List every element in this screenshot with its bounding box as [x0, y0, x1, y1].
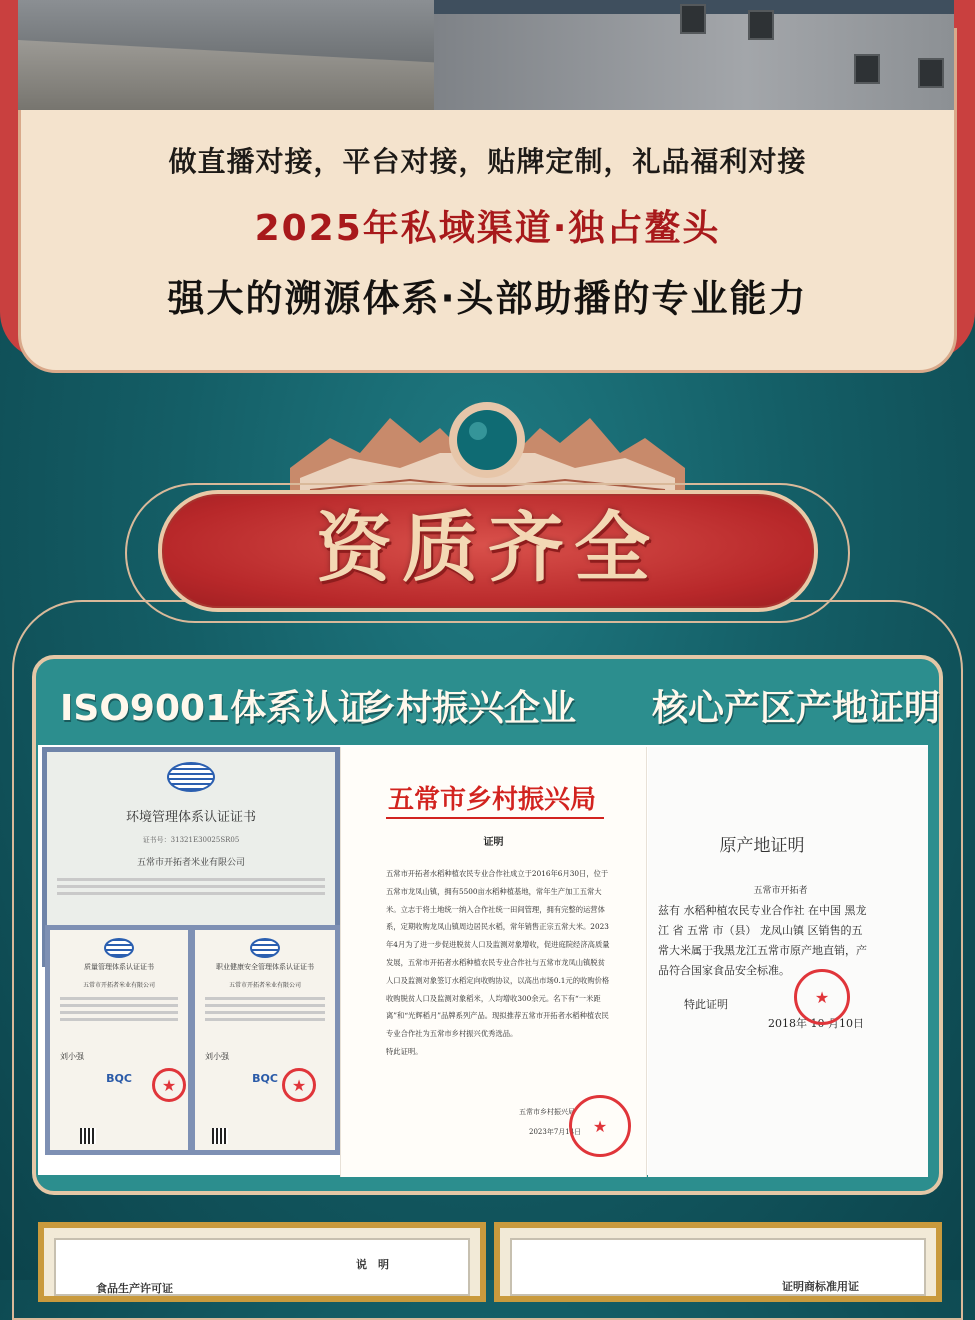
- food-license-title: 食品生产许可证: [96, 1282, 173, 1295]
- iso-env-reg: 证书号：31321E30025SR05: [142, 836, 240, 844]
- red-seal-icon: ★: [794, 969, 850, 1025]
- red-seal-icon: ★: [152, 1068, 186, 1102]
- bqc-logo-text: BQC: [252, 1072, 278, 1085]
- origin-closing: 特此证明: [684, 998, 728, 1011]
- origin-date: 2018年 10 月10日: [768, 1017, 864, 1030]
- iso-health-title: 职业健康安全管理体系认证证书: [216, 963, 314, 971]
- trademark-title: 证明商标准用证: [782, 1280, 859, 1293]
- origin-certificate: [648, 747, 928, 1177]
- village-closing: 特此证明。: [386, 1046, 423, 1056]
- warehouse-window: [748, 10, 774, 40]
- iso-health-company: 五常市开拓者米业有限公司: [228, 982, 301, 989]
- category-iso: ISO9001体系认证: [60, 688, 375, 729]
- village-doc-body: [386, 865, 611, 1061]
- iso-signature: 刘小强: [60, 1052, 84, 1061]
- food-license-note: 说 明: [356, 1258, 389, 1271]
- bqc-logo-icon: [167, 762, 215, 792]
- warehouse-window: [680, 4, 706, 34]
- bqc-logo-icon: [104, 938, 134, 958]
- village-bureau-header: 五常市乡村振兴局: [388, 785, 597, 815]
- iso-quality-company: 五常市开拓者米业有限公司: [82, 982, 155, 989]
- headline-black: 强大的溯源体系·头部助播的专业能力: [167, 277, 808, 320]
- red-seal-icon: ★: [282, 1068, 316, 1102]
- origin-company-line: 五常市开拓者: [753, 886, 808, 896]
- warehouse-photo: [18, 0, 954, 110]
- iso-signature: 刘小强: [205, 1052, 229, 1061]
- section-title: 资质齐全: [316, 503, 660, 592]
- food-license-frame: [38, 1222, 486, 1302]
- village-doc-subtitle: 证明: [483, 837, 504, 848]
- village-body-text: 五常市开拓者水稻种植农民专业合作社成立于2016年6月30日，位于五常市龙凤山镇，拥有5500亩水稻种植基地，常年生产加工五常大米。立志于将土地统一纳入合作社统一田间管理，拥有完整的运营体系，定期收购龙凤山镇周边居民水稻，常年销售正宗五常大米。2023年4月为了进一步促进脱贫人口及监测对象增收，促进庭院经济高质量发展，五常市开拓者水稻种植农民专业合作社与五常市龙凤山镇脱贫人口及监测对象签订水稻定向收购协议，以高出市场0.1元的收购价格收购脱贫人口及监测对象稻米，人均增收300余元。名下有“一米距离”和“光辉稻月”品牌系列产品。现拟推荐五常市开拓者水稻种植农民专业合作社为五常市乡村振兴优秀选品。: [386, 869, 610, 1039]
- iso-health-certificate: [190, 925, 340, 1155]
- origin-body-text: 兹有 水稻种植农民专业合作社 在中国 黑龙江 省 五常 市（县） 龙凤山镇 区销售的五常大米属于我黑龙江五常市原产地直销，产品符合国家食品安全标准。: [658, 904, 867, 977]
- village-revitalization-certificate: [340, 747, 647, 1177]
- headline-red: 2025年私域渠道·独占鳌头: [254, 208, 721, 249]
- header-rule: [386, 817, 604, 819]
- iso-quality-title: 质量管理体系认证证书: [84, 963, 154, 971]
- service-line: 做直播对接，平台对接，贴牌定制，礼品福利对接: [168, 145, 807, 178]
- iso-quality-certificate: [45, 925, 193, 1155]
- trademark-frame: [494, 1222, 942, 1302]
- warehouse-window: [854, 54, 880, 84]
- category-origin: 核心产区产地证明: [652, 688, 941, 729]
- iso-env-title: 环境管理体系认证证书: [125, 810, 256, 825]
- bqc-logo-text: BQC: [106, 1072, 132, 1085]
- warehouse-window: [918, 58, 944, 88]
- origin-title: 原产地证明: [719, 836, 805, 856]
- qr-code-icon: [212, 1128, 228, 1144]
- village-date: 2023年7月14日: [529, 1128, 582, 1136]
- village-sign: 五常市乡村振兴局: [519, 1108, 575, 1116]
- category-village: 乡村振兴企业: [360, 688, 577, 729]
- red-seal-icon: ★: [569, 1095, 631, 1157]
- bqc-logo-icon: [250, 938, 280, 958]
- iso-env-company: 五常市开拓者米业有限公司: [136, 858, 245, 868]
- qr-code-icon: [80, 1128, 96, 1144]
